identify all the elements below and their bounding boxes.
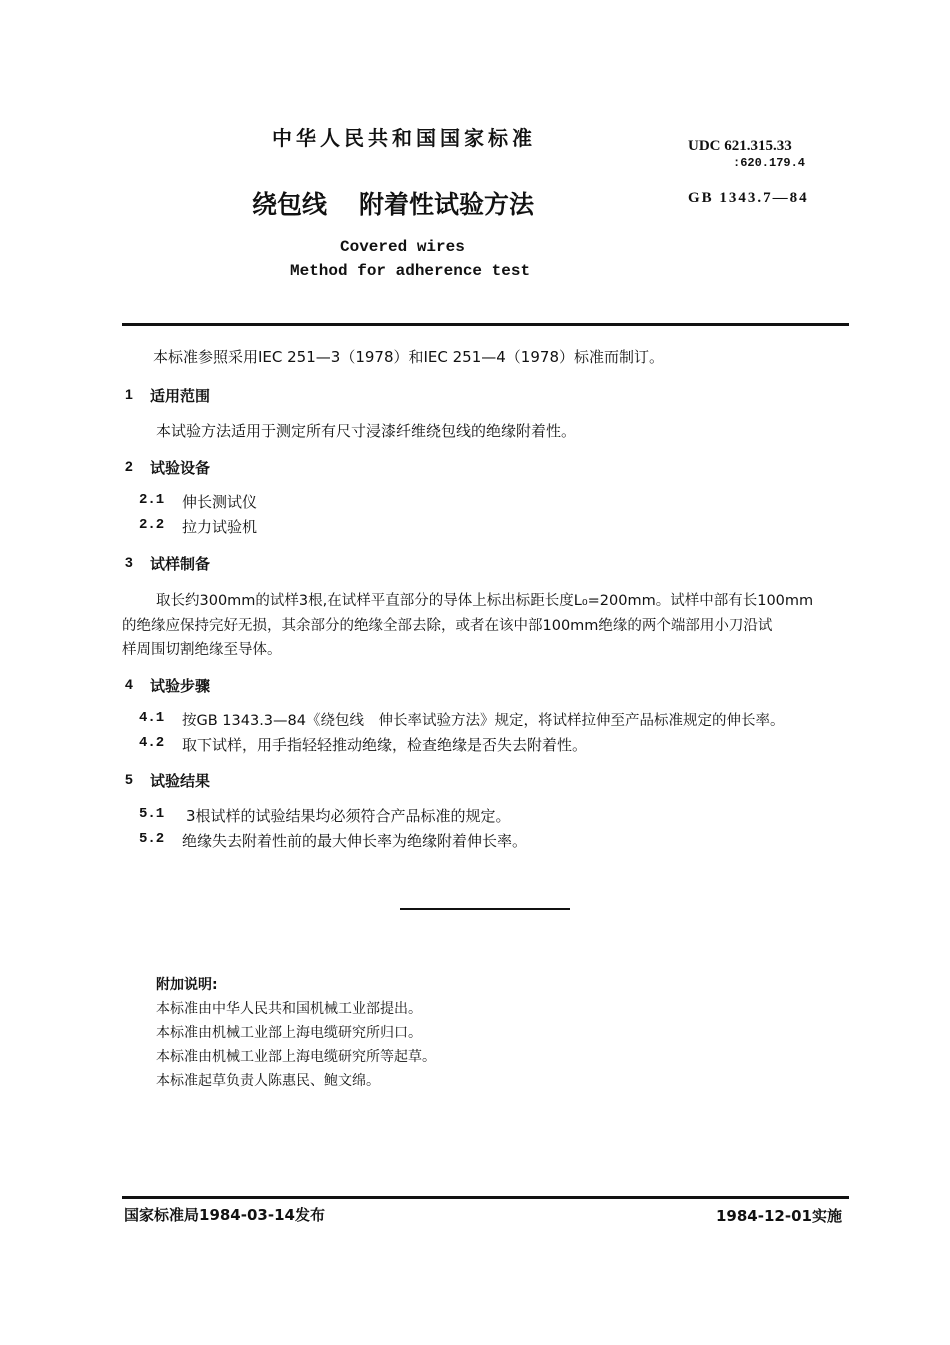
notes-line-1: 本标准由中华人民共和国机械工业部提出。 — [156, 1001, 422, 1017]
gb-code: GB 1343.7—84 — [688, 190, 809, 206]
section-3-line1: 取长约300mm的试样3根,在试样平直部分的导体上标出标距长度L₀=200mm。试样中部有长100mm — [156, 593, 814, 609]
english-title-line1: Covered wires — [340, 238, 465, 256]
title-part2: 附着性试验方法 — [359, 190, 535, 219]
section-2-number: 2 — [125, 458, 133, 474]
item-2-1-text: 伸长测试仪 — [182, 493, 258, 511]
item-2-1-number: 2.1 — [139, 492, 165, 508]
english-title-line2: Method for adherence test — [290, 262, 531, 280]
effective-date: 1984-12-01实施 — [716, 1207, 842, 1225]
item-4-2-text: 取下试样，用手指轻轻推动绝缘，检查绝缘是否失去附着性。 — [182, 736, 588, 754]
notes-line-4: 本标准起草负责人陈惠民、鲍文绵。 — [156, 1073, 380, 1089]
item-5-2-text: 绝缘失去附着性前的最大伸长率为绝缘附着伸长率。 — [182, 832, 528, 850]
section-1-text: 本试验方法适用于测定所有尺寸浸漆纤维绕包线的绝缘附着性。 — [156, 422, 577, 440]
udc-code-line2: :620.179.4 — [733, 156, 806, 170]
section-2-title: 试验设备 — [150, 459, 211, 477]
bottom-rule — [122, 1196, 849, 1199]
section-3-title: 试样制备 — [150, 555, 211, 573]
item-4-2-number: 4.2 — [139, 735, 165, 751]
notes-line-3: 本标准由机械工业部上海电缆研究所等起草。 — [156, 1049, 436, 1065]
item-4-1-number: 4.1 — [139, 710, 165, 726]
issued-date: 国家标准局1984-03-14发布 — [124, 1206, 325, 1224]
document-title — [252, 185, 534, 221]
section-3-line2: 的绝缘应保持完好无损，其余部分的绝缘全部去除，或者在该中部100mm绝缘的两个端部用小刀沿试 — [122, 618, 773, 634]
udc-code-line1: UDC 621.315.33 — [688, 138, 792, 154]
item-5-1-text: 3根试样的试验结果均必须符合产品标准的规定。 — [186, 807, 511, 825]
section-5-title: 试验结果 — [150, 772, 211, 790]
section-3-number: 3 — [125, 554, 133, 570]
section-4-title: 试验步骤 — [150, 677, 211, 695]
intro-paragraph: 本标准参照采用IEC 251—3（1978）和IEC 251—4（1978）标准而制订。 — [153, 348, 664, 366]
item-2-2-text: 拉力试验机 — [182, 518, 258, 536]
top-rule — [122, 323, 849, 326]
section-4-number: 4 — [125, 676, 133, 692]
section-1-number: 1 — [125, 386, 133, 402]
section-3-line3: 样周围切割绝缘至导体。 — [122, 642, 282, 658]
notes-title: 附加说明: — [156, 977, 218, 993]
section-1-title: 适用范围 — [150, 387, 211, 405]
item-4-1-text: 按GB 1343.3—84《绕包线 伸长率试验方法》规定，将试样拉伸至产品标准规定的伸长率。 — [182, 713, 785, 729]
item-5-2-number: 5.2 — [139, 831, 165, 847]
notes-line-2: 本标准由机械工业部上海电缆研究所归口。 — [156, 1025, 422, 1041]
item-5-1-number: 5.1 — [139, 806, 165, 822]
section-5-number: 5 — [125, 771, 133, 787]
title-part1: 绕包线 — [252, 190, 328, 219]
end-rule — [400, 908, 570, 910]
item-2-2-number: 2.2 — [139, 517, 165, 533]
standard-label: 中华人民共和国国家标准 — [272, 126, 536, 150]
